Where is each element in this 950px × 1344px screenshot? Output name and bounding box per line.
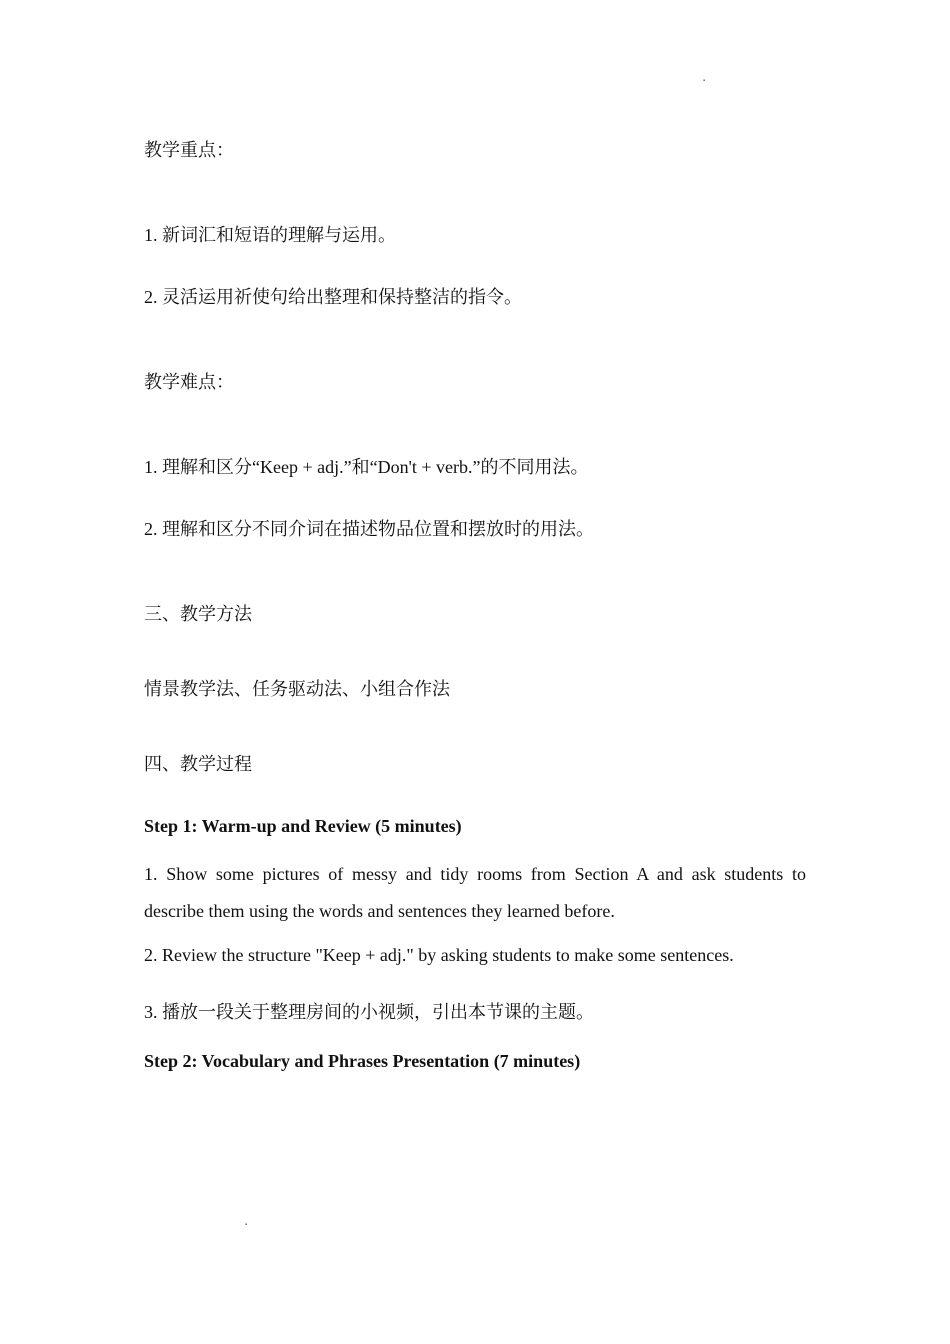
step1-item-3: 3. 播放一段关于整理房间的小视频，引出本节课的主题。	[144, 1002, 594, 1022]
step2-title: Step 2: Vocabulary and Phrases Presentation (7 minutes)	[144, 1051, 581, 1071]
process-heading: 四、教学过程	[144, 754, 252, 774]
step1-item-1: 1. Show some pictures of messy and tidy rooms from Section A and ask students to describe them using the words and sentences they learned before.	[144, 864, 806, 921]
key-points-heading: 教学重点：	[144, 140, 234, 160]
difficult-points-heading: 教学难点：	[144, 372, 234, 392]
methods-heading: 三、教学方法	[144, 604, 252, 624]
page-mark-top: ▪	[703, 78, 706, 84]
methods-text: 情景教学法、任务驱动法、小组合作法	[144, 679, 450, 699]
page-mark-bottom: ▪	[245, 1222, 248, 1228]
difficult-point-item-2: 2. 理解和区分不同介词在描述物品位置和摆放时的用法。	[144, 519, 594, 539]
step1-item-2: 2. Review the structure "Keep + adj." by asking students to make some sentences.	[144, 945, 734, 965]
step1-title: Step 1: Warm-up and Review (5 minutes)	[144, 816, 462, 836]
difficult-point-item-1: 1. 理解和区分“Keep + adj.”和“Don't + verb.”的不同用法。	[144, 457, 589, 477]
key-point-item-2: 2. 灵活运用祈使句给出整理和保持整洁的指令。	[144, 287, 522, 307]
key-point-item-1: 1. 新词汇和短语的理解与运用。	[144, 225, 396, 245]
